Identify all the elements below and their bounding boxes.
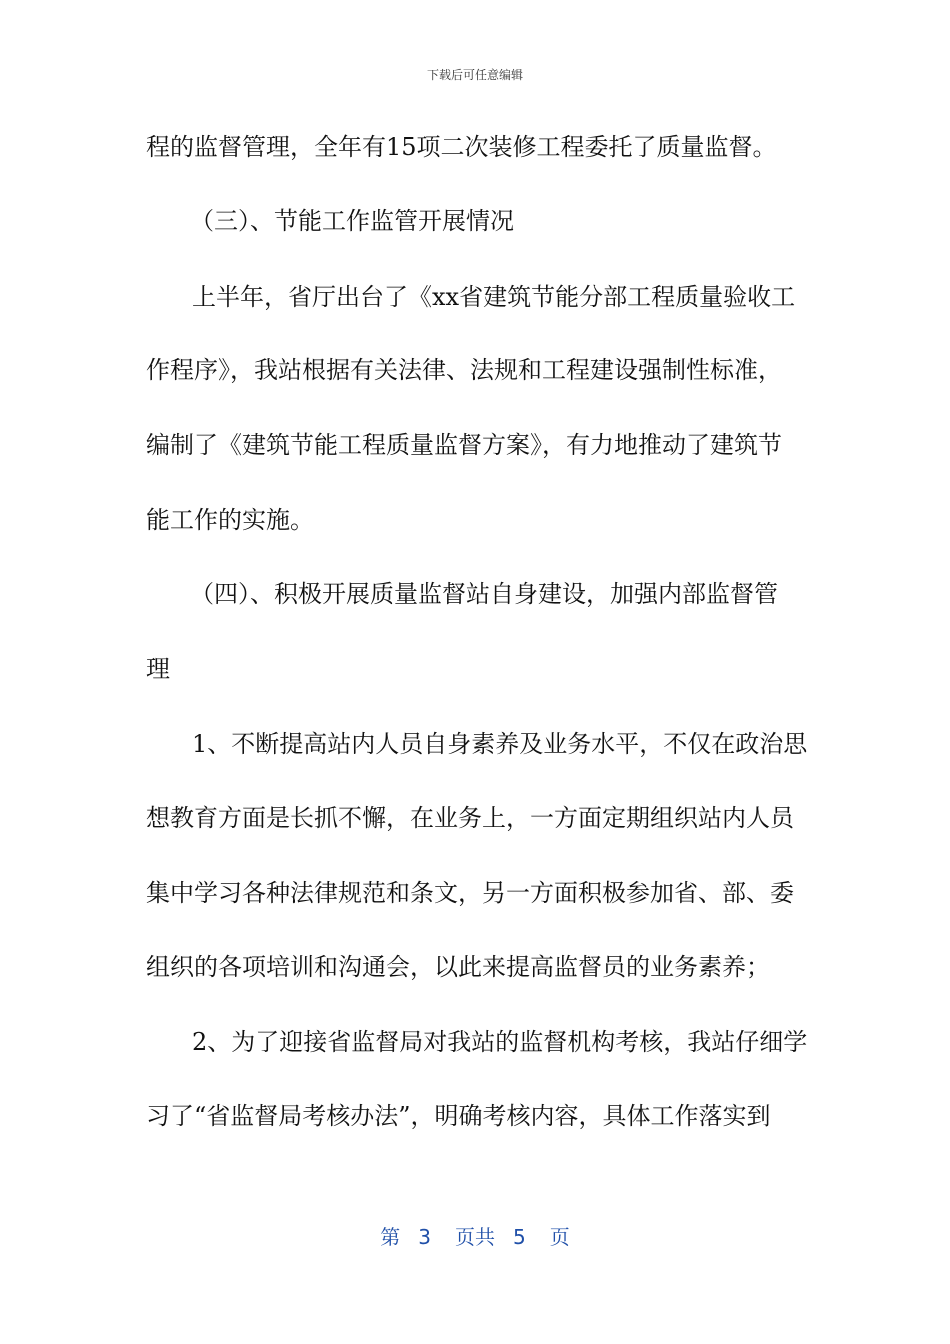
section-heading-3: （三）、节能工作监管开展情况	[190, 207, 514, 235]
body-line-14: 习了“省监督局考核办法”，明确考核内容，具体工作落实到	[146, 1102, 771, 1130]
footer-total-pages: 5	[513, 1225, 526, 1249]
body-line-4: 作程序》，我站根据有关法律、法规和工程建设强制性标准，	[146, 356, 782, 384]
body-line-10: 想教育方面是长抓不懈，在业务上，一方面定期组织站内人员	[146, 804, 794, 832]
body-line-1: 程的监督管理，全年有15项二次装修工程委托了质量监督。	[146, 133, 777, 161]
page-header: 下载后可任意编辑	[426, 68, 523, 82]
footer-page-number: 3	[418, 1225, 431, 1249]
section-heading-4: （四）、积极开展质量监督站自身建设，加强内部监督管	[190, 580, 778, 608]
body-line-11: 集中学习各种法律规范和条文，另一方面积极参加省、部、委	[146, 879, 794, 907]
footer-suffix: 页	[549, 1225, 570, 1249]
footer-prefix: 第	[380, 1225, 401, 1249]
body-line-3: 上半年，省厅出台了《xx省建筑节能分部工程质量验收工	[192, 283, 796, 311]
footer-middle: 页共	[455, 1225, 495, 1249]
body-line-12: 组织的各项培训和沟通会，以此来提高监督员的业务素养；	[146, 953, 770, 981]
body-line-8: 理	[146, 655, 170, 683]
body-line-9: 1、不断提高站内人员自身素养及业务水平，不仅在政治思	[192, 730, 808, 758]
body-line-13: 2、为了迎接省监督局对我站的监督机构考核，我站仔细学	[192, 1028, 808, 1056]
page-footer	[0, 1224, 950, 1250]
body-line-6: 能工作的实施。	[146, 506, 314, 534]
body-line-5: 编制了《建筑节能工程质量监督方案》，有力地推动了建筑节	[146, 431, 782, 459]
